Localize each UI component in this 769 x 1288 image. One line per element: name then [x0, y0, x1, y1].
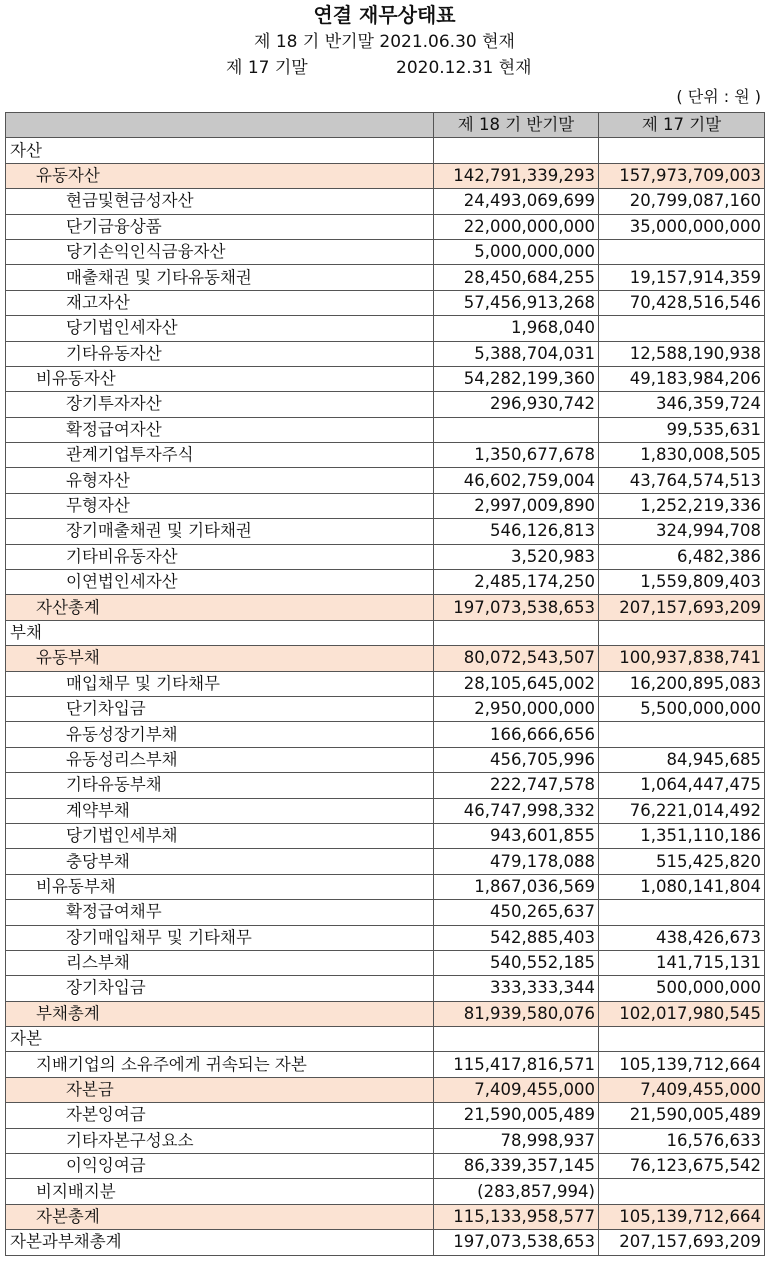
period-previous-date: 2020.12.31 현재 [396, 58, 532, 78]
row-label: 확정급여자산 [6, 417, 434, 442]
table-row [6, 900, 765, 925]
row-value-current: 540,552,185 [434, 950, 599, 975]
row-label: 지배기업의 소유주에게 귀속되는 자본 [6, 1052, 434, 1077]
row-value-previous [599, 138, 765, 163]
row-value-previous: 1,351,110,186 [599, 823, 765, 848]
row-label: 비유동부채 [6, 874, 434, 899]
row-value-previous: 1,830,008,505 [599, 443, 765, 468]
table-row [6, 798, 765, 823]
table-row [6, 138, 765, 163]
table-row [6, 1230, 765, 1255]
row-label: 장기매입채무 및 기타채무 [6, 925, 434, 950]
table-row [6, 620, 765, 645]
table-row [6, 874, 765, 899]
row-value-previous: 500,000,000 [599, 976, 765, 1001]
table-row [6, 722, 765, 747]
row-value-current: 7,409,455,000 [434, 1077, 599, 1102]
row-value-previous: 84,945,685 [599, 747, 765, 772]
row-value-current: 1,968,040 [434, 316, 599, 341]
row-value-previous: 6,482,386 [599, 544, 765, 569]
row-value-previous: 207,157,693,209 [599, 595, 765, 620]
row-value-current: 28,105,645,002 [434, 671, 599, 696]
table-row [6, 646, 765, 671]
row-value-current: 546,126,813 [434, 519, 599, 544]
row-value-current: 456,705,996 [434, 747, 599, 772]
row-value-current: 1,350,677,678 [434, 443, 599, 468]
row-value-current: 450,265,637 [434, 900, 599, 925]
table-row [6, 214, 765, 239]
row-value-current: 81,939,580,076 [434, 1001, 599, 1026]
row-value-previous [599, 1027, 765, 1052]
header-account [6, 113, 434, 138]
table-row [6, 823, 765, 848]
row-value-previous: 324,994,708 [599, 519, 765, 544]
row-value-current: 2,950,000,000 [434, 696, 599, 721]
row-value-previous: 515,425,820 [599, 849, 765, 874]
table-row [6, 1154, 765, 1179]
table-body [6, 138, 765, 1255]
row-label: 자본 [6, 1027, 434, 1052]
row-value-previous [599, 316, 765, 341]
row-label: 단기차입금 [6, 696, 434, 721]
row-label: 기타유동자산 [6, 341, 434, 366]
row-label: 현금및현금성자산 [6, 189, 434, 214]
row-label: 이익잉여금 [6, 1154, 434, 1179]
row-label: 자산 [6, 138, 434, 163]
table-row [6, 696, 765, 721]
table-row [6, 595, 765, 620]
row-value-current [434, 138, 599, 163]
row-label: 장기투자자산 [6, 392, 434, 417]
row-value-current: 54,282,199,360 [434, 366, 599, 391]
table-row [6, 493, 765, 518]
table-row [6, 1103, 765, 1128]
table-row [6, 773, 765, 798]
row-label: 장기매출채권 및 기타채권 [6, 519, 434, 544]
row-value-previous: 157,973,709,003 [599, 163, 765, 188]
row-value-previous: 1,064,447,475 [599, 773, 765, 798]
row-label: 자본금 [6, 1077, 434, 1102]
row-label: 자본총계 [6, 1204, 434, 1229]
row-label: 유형자산 [6, 468, 434, 493]
period-previous-label: 제 17 기말 [226, 58, 308, 78]
row-value-current [434, 620, 599, 645]
row-value-current: 479,178,088 [434, 849, 599, 874]
row-label: 매입채무 및 기타채무 [6, 671, 434, 696]
row-value-current: 3,520,983 [434, 544, 599, 569]
row-value-current: 115,133,958,577 [434, 1204, 599, 1229]
table-row [6, 950, 765, 975]
row-value-current: 5,388,704,031 [434, 341, 599, 366]
statement-title: 연결 재무상태표 [313, 3, 456, 27]
table-row [6, 976, 765, 1001]
header-current-period: 제 18 기 반기말 [434, 113, 599, 138]
row-value-current: 142,791,339,293 [434, 163, 599, 188]
period-current: 제 18 기 반기말 2021.06.30 현재 [254, 32, 515, 52]
row-value-previous: 16,576,633 [599, 1128, 765, 1153]
row-label: 장기차입금 [6, 976, 434, 1001]
row-label: 부채 [6, 620, 434, 645]
row-label: 관계기업투자주식 [6, 443, 434, 468]
table-row [6, 1204, 765, 1229]
table-row [6, 239, 765, 264]
row-label: 당기손익인식금융자산 [6, 239, 434, 264]
table-row [6, 671, 765, 696]
unit-label: ( 단위 : 원 ) [676, 87, 761, 106]
row-label: 비유동자산 [6, 366, 434, 391]
table-row [6, 1027, 765, 1052]
row-value-current: 333,333,344 [434, 976, 599, 1001]
row-value-current: 197,073,538,653 [434, 595, 599, 620]
row-label: 무형자산 [6, 493, 434, 518]
row-value-previous: 207,157,693,209 [599, 1230, 765, 1255]
row-label: 기타비유동자산 [6, 544, 434, 569]
row-value-current: 46,747,998,332 [434, 798, 599, 823]
row-value-current: 24,493,069,699 [434, 189, 599, 214]
row-value-previous: 99,535,631 [599, 417, 765, 442]
row-value-previous: 7,409,455,000 [599, 1077, 765, 1102]
row-label: 유동자산 [6, 163, 434, 188]
row-value-current: 46,602,759,004 [434, 468, 599, 493]
row-label: 자산총계 [6, 595, 434, 620]
row-value-previous: 1,080,141,804 [599, 874, 765, 899]
balance-sheet-table [5, 112, 765, 1256]
row-value-current: 943,601,855 [434, 823, 599, 848]
table-row [6, 417, 765, 442]
row-value-previous: 76,123,675,542 [599, 1154, 765, 1179]
row-label: 당기법인세부채 [6, 823, 434, 848]
header-previous-period: 제 17 기말 [599, 113, 765, 138]
row-value-current: 78,998,937 [434, 1128, 599, 1153]
table-row [6, 1052, 765, 1077]
row-value-previous: 346,359,724 [599, 392, 765, 417]
row-label: 재고자산 [6, 290, 434, 315]
row-value-current [434, 417, 599, 442]
row-value-current: 2,997,009,890 [434, 493, 599, 518]
row-label: 비지배지분 [6, 1179, 434, 1204]
row-label: 유동성리스부채 [6, 747, 434, 772]
row-value-previous: 49,183,984,206 [599, 366, 765, 391]
table-row [6, 468, 765, 493]
row-value-current: 28,450,684,255 [434, 265, 599, 290]
row-label: 자본잉여금 [6, 1103, 434, 1128]
table-row [6, 392, 765, 417]
table-row [6, 265, 765, 290]
row-value-previous: 102,017,980,545 [599, 1001, 765, 1026]
table-row [6, 1001, 765, 1026]
period-previous [226, 56, 769, 80]
table-row [6, 316, 765, 341]
row-label: 부채총계 [6, 1001, 434, 1026]
row-value-current: 22,000,000,000 [434, 214, 599, 239]
row-label: 단기금융상품 [6, 214, 434, 239]
table-row [6, 290, 765, 315]
table-row [6, 189, 765, 214]
row-label: 충당부채 [6, 849, 434, 874]
row-value-previous [599, 239, 765, 264]
row-value-current: 57,456,913,268 [434, 290, 599, 315]
row-value-previous [599, 900, 765, 925]
table-header-row [6, 113, 765, 138]
row-label: 계약부채 [6, 798, 434, 823]
row-value-current: 222,747,578 [434, 773, 599, 798]
table-row [6, 570, 765, 595]
row-label: 리스부채 [6, 950, 434, 975]
row-value-previous [599, 722, 765, 747]
table-row [6, 519, 765, 544]
row-value-previous: 76,221,014,492 [599, 798, 765, 823]
row-value-previous: 16,200,895,083 [599, 671, 765, 696]
row-value-current: 80,072,543,507 [434, 646, 599, 671]
row-value-previous: 105,139,712,664 [599, 1052, 765, 1077]
table-row [6, 443, 765, 468]
table-row [6, 544, 765, 569]
table-row [6, 747, 765, 772]
row-value-previous [599, 1179, 765, 1204]
row-value-previous: 438,426,673 [599, 925, 765, 950]
row-label: 이연법인세자산 [6, 570, 434, 595]
table-row [6, 849, 765, 874]
table-row [6, 1128, 765, 1153]
row-value-current: 5,000,000,000 [434, 239, 599, 264]
row-value-previous: 12,588,190,938 [599, 341, 765, 366]
row-label: 유동성장기부채 [6, 722, 434, 747]
row-label: 유동부채 [6, 646, 434, 671]
row-value-previous: 19,157,914,359 [599, 265, 765, 290]
row-label: 기타자본구성요소 [6, 1128, 434, 1153]
row-label: 매출채권 및 기타유동채권 [6, 265, 434, 290]
row-label: 확정급여채무 [6, 900, 434, 925]
row-value-current: 21,590,005,489 [434, 1103, 599, 1128]
row-label: 당기법인세자산 [6, 316, 434, 341]
row-value-current: 542,885,403 [434, 925, 599, 950]
row-value-current: 2,485,174,250 [434, 570, 599, 595]
row-value-previous: 141,715,131 [599, 950, 765, 975]
table-row [6, 1179, 765, 1204]
table-row [6, 341, 765, 366]
row-value-previous: 70,428,516,546 [599, 290, 765, 315]
row-value-current: 1,867,036,569 [434, 874, 599, 899]
row-value-current: 197,073,538,653 [434, 1230, 599, 1255]
table-row [6, 366, 765, 391]
row-value-previous: 5,500,000,000 [599, 696, 765, 721]
row-value-previous: 43,764,574,513 [599, 468, 765, 493]
row-value-previous: 20,799,087,160 [599, 189, 765, 214]
row-value-previous: 100,937,838,741 [599, 646, 765, 671]
row-value-current: 115,417,816,571 [434, 1052, 599, 1077]
row-label: 자본과부채총계 [6, 1230, 434, 1255]
row-value-current: 166,666,656 [434, 722, 599, 747]
table-row [6, 925, 765, 950]
row-value-previous: 35,000,000,000 [599, 214, 765, 239]
row-value-previous [599, 620, 765, 645]
table-row [6, 163, 765, 188]
row-value-current: (283,857,994) [434, 1179, 599, 1204]
row-value-previous: 1,559,809,403 [599, 570, 765, 595]
row-value-previous: 21,590,005,489 [599, 1103, 765, 1128]
row-value-previous: 1,252,219,336 [599, 493, 765, 518]
row-value-previous: 105,139,712,664 [599, 1204, 765, 1229]
row-value-current: 296,930,742 [434, 392, 599, 417]
row-label: 기타유동부채 [6, 773, 434, 798]
table-row [6, 1077, 765, 1102]
row-value-current [434, 1027, 599, 1052]
row-value-current: 86,339,357,145 [434, 1154, 599, 1179]
